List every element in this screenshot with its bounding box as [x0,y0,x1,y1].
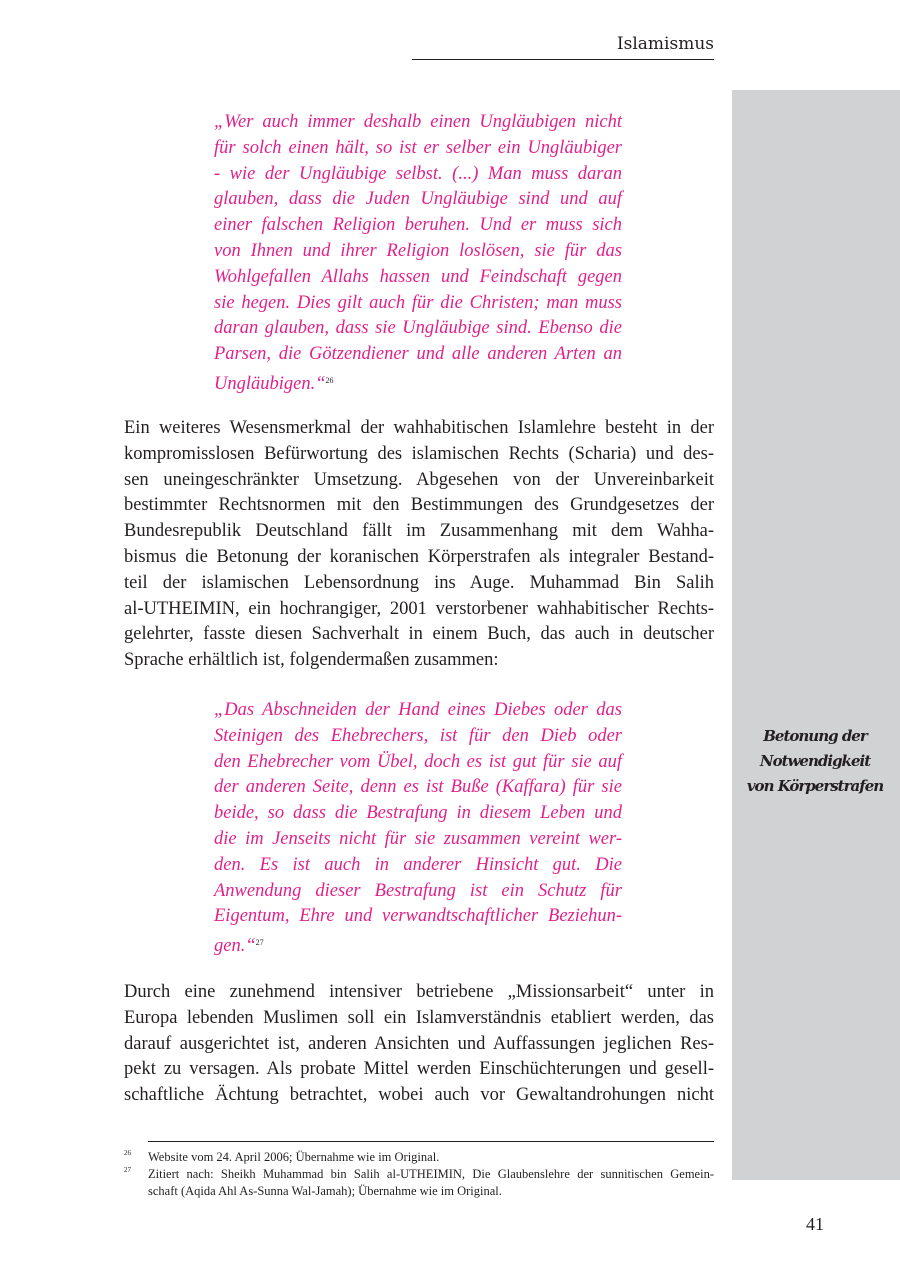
quote-line: Eigentum, Ehre und verwandtschaftlicher Beziehun- [214,906,622,927]
footnote-rule [148,1141,714,1142]
quote-line: - wie der Ungläubige selbst. (...) Man muss daran [214,163,622,184]
quote-line: Steinigen des Ehebrechers, ist für den Dieb oder [214,725,622,746]
footnote-line: Zitiert nach: Sheikh Muhammad bin Salih al-UTHEIMIN, Die Glaubenslehre der sunnitischen Gemein- [148,1167,714,1181]
paragraph-line: bestimmter Rechtsnormen mit den Bestimmungen des Grundgesetzes der [124,495,714,516]
footnote-text [148,1149,714,1166]
paragraph-line: darauf ausgerichtet ist, anderen Ansichten und Auffassungen jeglichen Res- [124,1033,714,1054]
header-rule [412,59,714,60]
margin-note-line: Betonung der [763,727,867,745]
paragraph-line: Durch eine zunehmend intensiver betriebene „Missionsarbeit“ unter in [124,982,714,1002]
paragraph-line: Ein weiteres Wesensmerkmal der wahhabitischen Islamlehre besteht in der [124,418,714,438]
block-quote-1 [214,110,622,394]
paragraph-line: schaftliche Ächtung betrachtet, wobei auch vor Gewaltandrohungen nicht [124,1085,714,1106]
quote-line: Anwendung dieser Bestrafung ist ein Schutz für [214,880,622,901]
block-quote-2 [214,698,622,956]
paragraph-1 [124,416,714,674]
quote-line: glauben, dass die Juden Ungläubige sind und auf [214,189,622,210]
paragraph-line: al-UTHEIMIN, ein hochrangiger, 2001 verstorbener wahhabitischer Rechts- [124,598,714,619]
footnote-number: 27 [124,1166,131,1174]
quote-line: von Ihnen und ihrer Religion loslösen, sie für das [214,240,622,261]
quote-line: Wohlgefallen Allahs hassen und Feindschaft gegen [214,266,622,287]
paragraph-line: kompromisslosen Befürwortung des islamischen Rechts (Scharia) und des- [124,443,714,464]
margin-sidebar [732,90,900,1180]
quote-line-text: Ungläubigen.“ [214,373,326,394]
paragraph-line: sen uneingeschränkter Umsetzung. Abgesehen von der Unvereinbarkeit [124,469,714,490]
footnote-line: Website vom 24. April 2006; Übernahme wie im Original. [148,1150,440,1164]
quote-line: der anderen Seite, denn es ist Buße (Kaffara) für sie [214,777,622,798]
quote-line: den Ehebrecher vom Übel, doch es ist gut für sie auf [214,751,622,772]
quote-line: sie hegen. Dies gilt auch für die Christen; man muss [214,292,622,313]
quote-line-last [214,368,622,394]
quote-line-text: gen.“ [214,936,256,957]
footnote-ref-27: 27 [255,938,264,948]
paragraph-line: bismus die Betonung der koranischen Körperstrafen als integraler Bestand- [124,546,714,567]
margin-note-line: von Körperstrafen [746,777,884,795]
margin-note-line: Notwendigkeit [759,752,871,770]
page-number: 41 [806,1214,824,1234]
margin-note [735,724,895,799]
footnote-ref-26: 26 [325,375,334,385]
paragraph-line: Bundesrepublik Deutschland fällt im Zusammenhang mit dem Wahha- [124,521,714,542]
paragraph-line: pekt zu versagen. Als probate Mittel werden Einschüchterungen und gesell- [124,1059,714,1080]
quote-line: „Wer auch immer deshalb einen Ungläubigen nicht [214,112,622,132]
quote-line: „Das Abschneiden der Hand eines Diebes oder das [214,700,622,720]
running-header-title: Islamismus [616,34,714,54]
footnote-text [148,1166,714,1200]
paragraph-line: Sprache erhältlich ist, folgendermaßen zusammen: [124,650,499,671]
quote-line: die im Jenseits nicht für sie zusammen vereint wer- [214,828,622,849]
footnote-line: schaft (Aqida Ahl As-Sunna Wal-Jamah); Übernahme wie im Original. [148,1184,502,1198]
quote-line-last [214,930,622,956]
quote-line: beide, so dass die Bestrafung in diesem Leben und [214,803,622,824]
quote-line: daran glauben, dass sie Ungläubige sind. Ebenso die [214,318,622,339]
paragraph-line: Europa lebenden Muslimen soll ein Islamverständnis etabliert werden, das [124,1007,714,1028]
quote-line: Parsen, die Götzendiener und alle anderen Arten an [214,344,622,365]
paragraph-line: teil der islamischen Lebensordnung ins Auge. Muhammad Bin Salih [124,572,714,593]
quote-line: einer falschen Religion beruhen. Und er muss sich [214,215,622,236]
footnote-number: 26 [124,1149,131,1157]
paragraph-2 [124,980,714,1109]
quote-line: den. Es ist auch in anderer Hinsicht gut. Die [214,854,622,875]
paragraph-line: gelehrter, fasste diesen Sachverhalt in einem Buch, das auch in deutscher [124,624,714,645]
quote-line: für solch einen hält, so ist er selber ein Ungläubiger [214,137,622,158]
